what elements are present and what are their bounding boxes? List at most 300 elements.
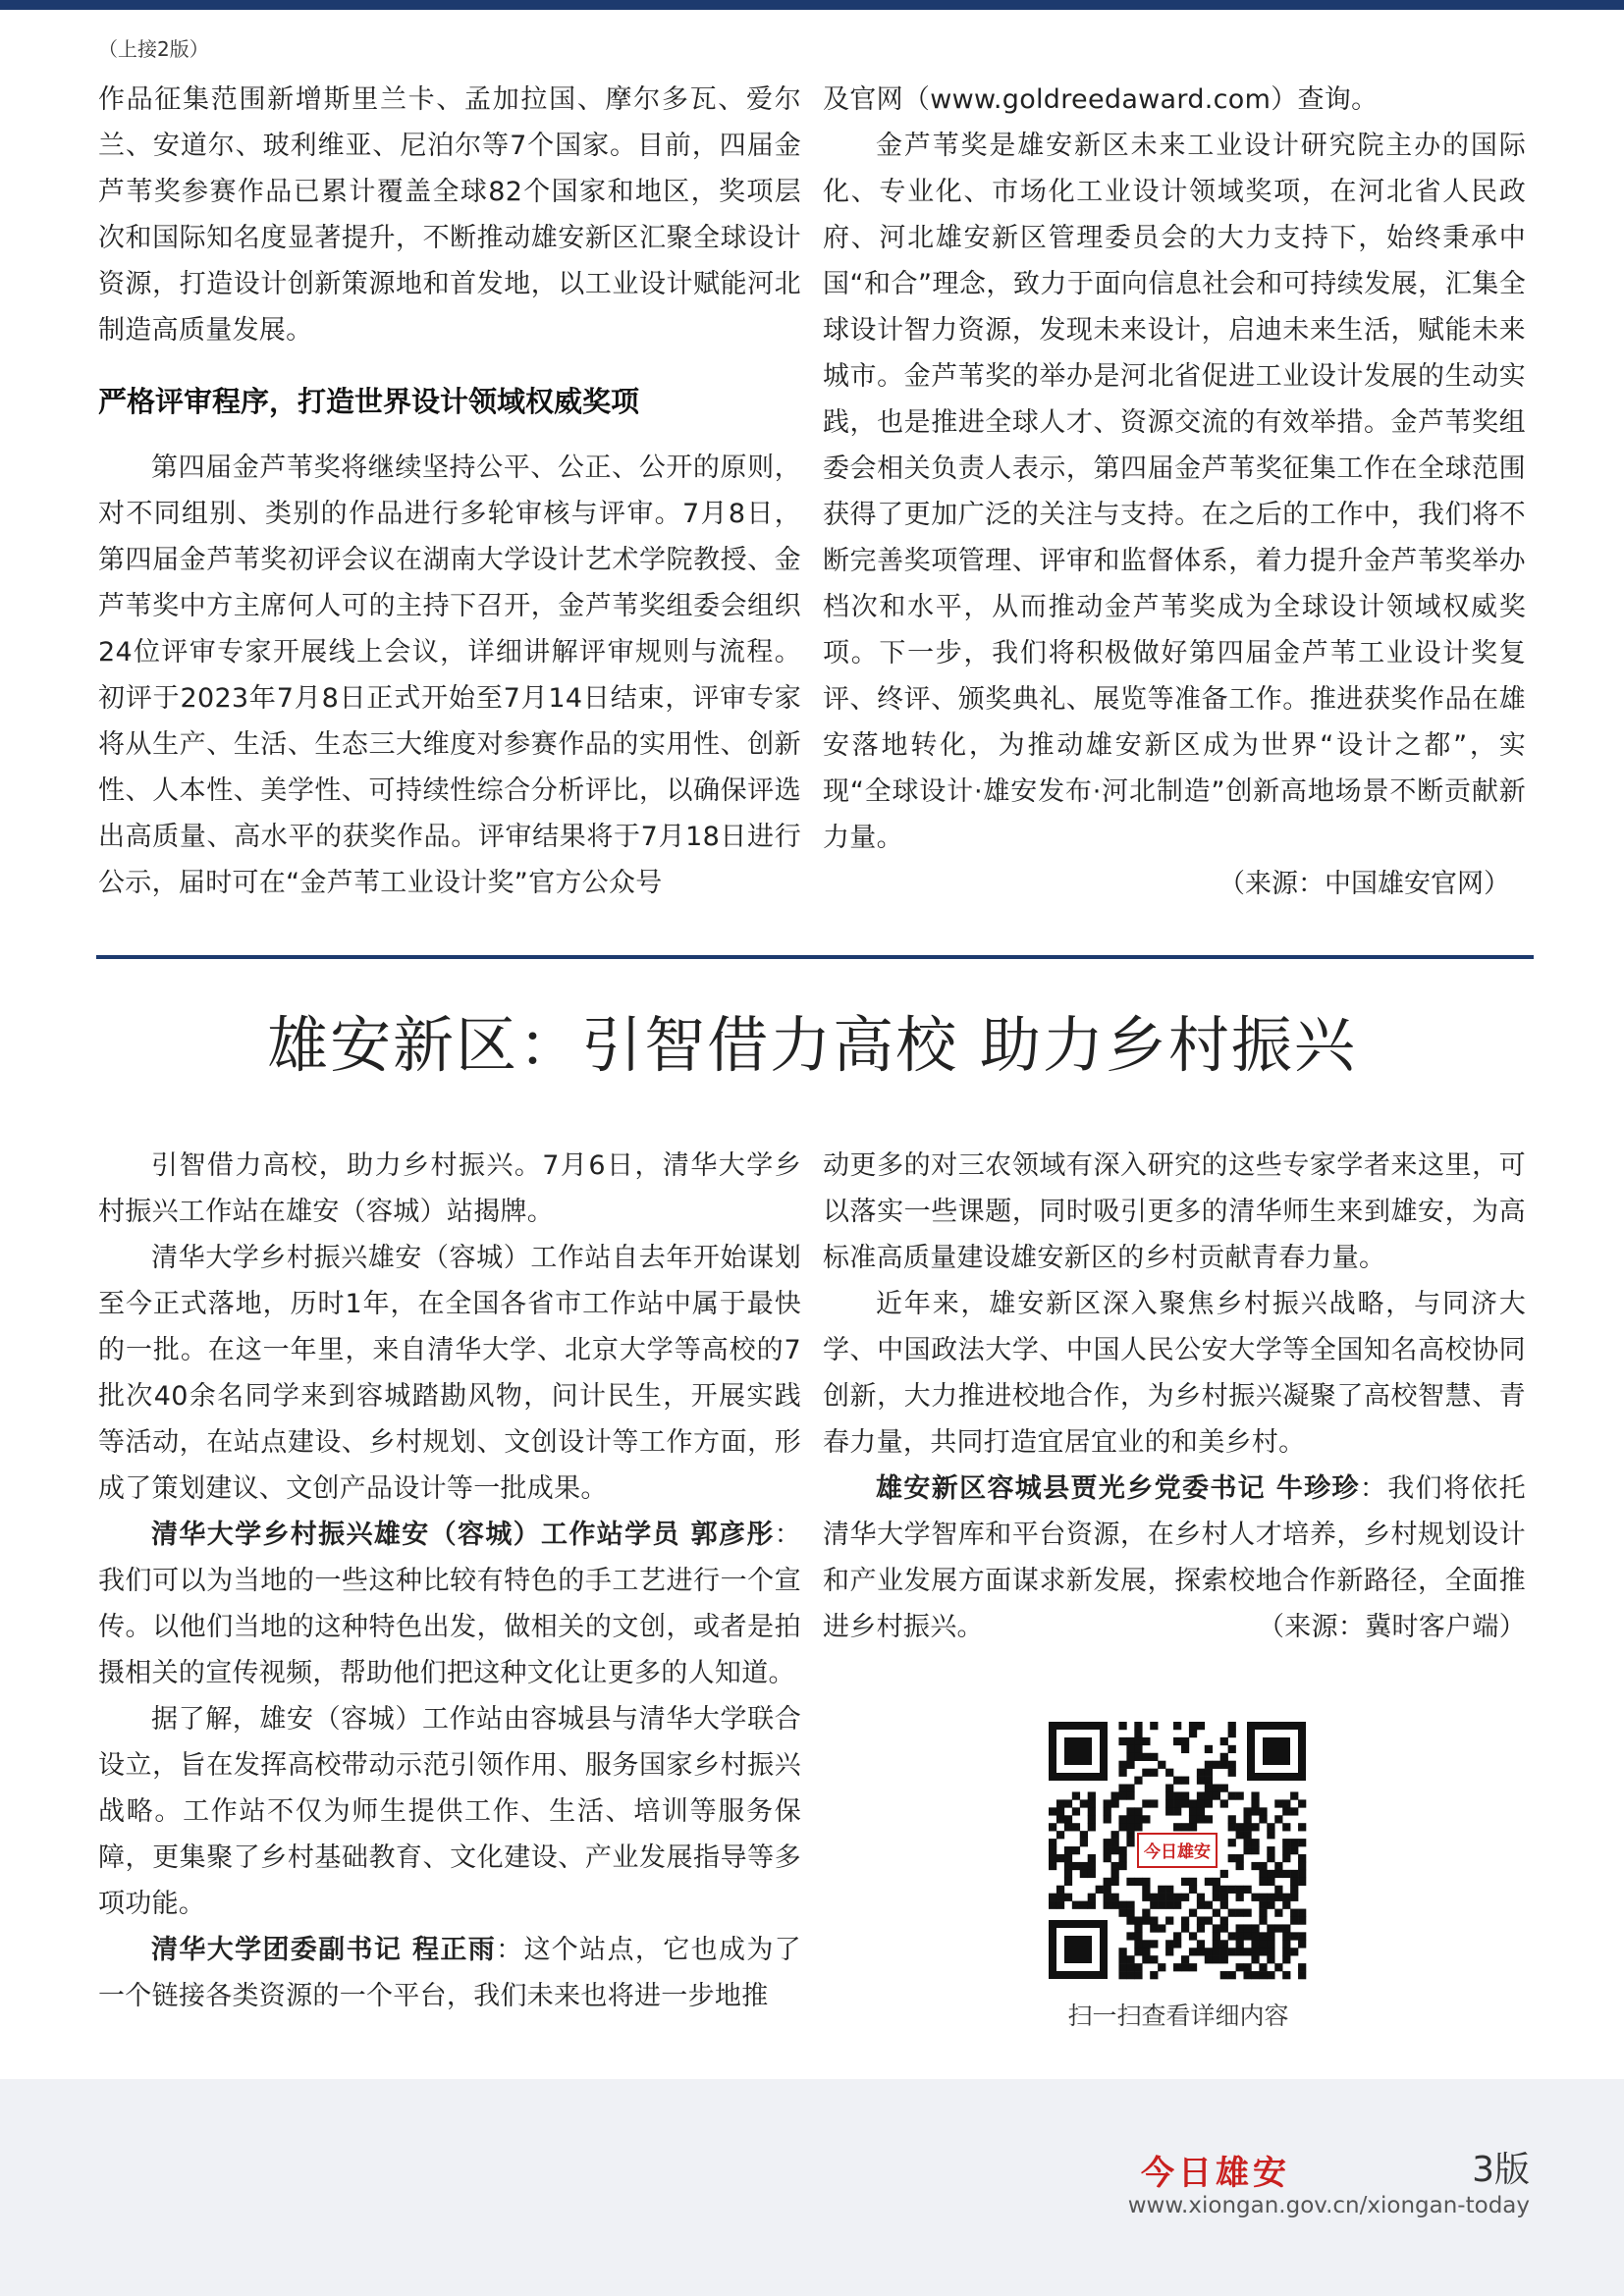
qr-module <box>1126 1807 1134 1815</box>
quote-text: ：这个站点，它也成为了一个链接各类资源的一个平台，我们未来也将进一步地推 <box>98 1935 801 2011</box>
qr-module <box>1259 1932 1267 1940</box>
article2-paragraph: 动更多的对三农领域有深入研究的这些专家学者来这里，可以落实一些课题，同时吸引更多的清华师生来到雄安，为高标准高质量建设雄安新区的乡村贡献青春力量。 <box>823 1150 1526 1273</box>
qr-module <box>1118 1815 1126 1823</box>
qr-module <box>1205 1769 1213 1777</box>
qr-module <box>1220 1737 1228 1745</box>
qr-module <box>1259 1963 1267 1971</box>
qr-module <box>1142 1940 1150 1948</box>
qr-module <box>1118 1948 1126 1955</box>
qr-module <box>1298 1932 1306 1940</box>
qr-module <box>1126 1901 1134 1909</box>
qr-module <box>1072 1901 1080 1909</box>
qr-module <box>1158 1761 1165 1769</box>
qr-module <box>1126 1963 1134 1971</box>
qr-module <box>1282 1846 1290 1854</box>
qr-module <box>1181 1894 1189 1901</box>
qr-module <box>1056 1831 1064 1839</box>
qr-code[interactable] <box>1045 1718 1310 1983</box>
qr-module <box>1126 1823 1134 1831</box>
qr-module <box>1165 1785 1173 1792</box>
qr-module <box>1290 1948 1298 1955</box>
qr-module <box>1189 1815 1197 1823</box>
qr-module <box>1213 1761 1220 1769</box>
qr-module <box>1150 1971 1158 1979</box>
qr-module <box>1104 1799 1111 1807</box>
qr-module <box>1267 1955 1274 1963</box>
qr-module <box>1290 1846 1298 1854</box>
qr-module <box>1251 1839 1259 1846</box>
qr-module <box>1228 1886 1236 1894</box>
speaker-name: 雄安新区容城县贾光乡党委书记 牛珍珍 <box>876 1473 1360 1504</box>
qr-module <box>1126 1785 1134 1792</box>
qr-module <box>1298 1862 1306 1870</box>
qr-module <box>1290 1807 1298 1815</box>
qr-module <box>1267 1932 1274 1940</box>
qr-module <box>1298 1878 1306 1886</box>
qr-module <box>1088 1807 1096 1815</box>
qr-module <box>1282 1971 1290 1979</box>
qr-module <box>1134 1807 1142 1815</box>
qr-module <box>1282 1854 1290 1862</box>
qr-module <box>1088 1894 1096 1901</box>
qr-module <box>1236 1823 1244 1831</box>
qr-module <box>1290 1878 1298 1886</box>
qr-module <box>1134 1753 1142 1761</box>
qr-module <box>1056 1807 1064 1815</box>
qr-module <box>1220 1886 1228 1894</box>
qr-module <box>1118 1791 1126 1799</box>
qr-module <box>1236 1862 1244 1870</box>
qr-module <box>1189 1932 1197 1940</box>
qr-module <box>1274 1862 1282 1870</box>
qr-module <box>1220 1955 1228 1963</box>
qr-module <box>1064 1878 1072 1886</box>
qr-module <box>1111 1831 1119 1839</box>
qr-module <box>1251 1932 1259 1940</box>
qr-module <box>1142 1737 1150 1745</box>
qr-module <box>1111 1894 1119 1901</box>
qr-module <box>1126 1737 1134 1745</box>
qr-module <box>1267 1854 1274 1862</box>
qr-module <box>1181 1737 1189 1745</box>
qr-module <box>1290 1932 1298 1940</box>
qr-module <box>1298 1940 1306 1948</box>
qr-module <box>1243 1815 1251 1823</box>
qr-module <box>1173 1737 1181 1745</box>
qr-module <box>1049 1862 1056 1870</box>
qr-module <box>1142 1886 1150 1894</box>
qr-module <box>1213 1924 1220 1932</box>
article1-paragraph: 作品征集范围新增斯里兰卡、孟加拉国、摩尔多瓦、爱尔兰、安道尔、玻利维亚、尼泊尔等7个国家。目前，四届金芦苇奖参赛作品已累计覆盖全球82个国家和地区，奖项层次和国际知名度显著提升，不断推动雄安新区汇聚全球设计资源，打造设计创新策源地和首发地，以工业设计赋能河北制造高质量发展。 <box>98 84 801 346</box>
qr-module <box>1173 1799 1181 1807</box>
qr-module <box>1259 1815 1267 1823</box>
qr-module <box>1111 1839 1119 1846</box>
qr-module <box>1142 1955 1150 1963</box>
qr-module <box>1126 1971 1134 1979</box>
qr-module <box>1142 1815 1150 1823</box>
qr-module <box>1213 1932 1220 1940</box>
qr-module <box>1104 1878 1111 1886</box>
qr-module <box>1267 1924 1274 1932</box>
qr-module <box>1165 1886 1173 1894</box>
qr-module <box>1228 1854 1236 1862</box>
qr-module <box>1298 1839 1306 1846</box>
qr-module <box>1049 1901 1056 1909</box>
qr-module <box>1173 1791 1181 1799</box>
section-heading: 严格评审程序，打造世界设计领域权威奖项 <box>98 385 640 418</box>
qr-module <box>1080 1901 1088 1909</box>
qr-module <box>1267 1878 1274 1886</box>
qr-module <box>1259 1870 1267 1878</box>
qr-module <box>1213 1886 1220 1894</box>
qr-module <box>1236 1963 1244 1971</box>
qr-module <box>1126 1955 1134 1963</box>
qr-module <box>1205 1761 1213 1769</box>
qr-module <box>1243 1948 1251 1955</box>
qr-module <box>1274 1894 1282 1901</box>
qr-module <box>1088 1815 1096 1823</box>
qr-module <box>1080 1831 1088 1839</box>
qr-module <box>1142 1909 1150 1917</box>
qr-module <box>1165 1901 1173 1909</box>
qr-module <box>1298 1854 1306 1862</box>
article2-headline: 雄安新区：引智借力高校 助力乡村振兴 <box>267 1009 1357 1081</box>
qr-module <box>1251 1948 1259 1955</box>
qr-module <box>1049 1839 1056 1846</box>
qr-module <box>1080 1799 1088 1807</box>
qr-module <box>1181 1878 1189 1886</box>
qr-module <box>1259 1909 1267 1917</box>
qr-module <box>1236 1909 1244 1917</box>
qr-module <box>1150 1924 1158 1932</box>
qr-module <box>1189 1948 1197 1955</box>
qr-module <box>1197 1777 1205 1785</box>
article1-paragraph: 第四届金芦苇奖将继续坚持公平、公正、公开的原则，对不同组别、类别的作品进行多轮审核与评审。7月8日，第四届金芦苇奖初评会议在湖南大学设计艺术学院教授、金芦苇奖中方主席何人可的主持下召开，金芦苇奖组委会组织24位评审专家开展线上会议，详细讲解评审规则与流程。初评于2023年7月8日正式开始至7月14日结束，评审专家将从生产、生活、生态三大维度对参赛作品的实用性、创新性、人本性、美学性、可持续性综合分析评比，以确保评选出高质量、高水平的获奖作品。评审结果将于7月18日进行公示，届时可在“金芦苇工业设计奖”官方公众号 <box>98 453 801 898</box>
qr-module <box>1197 1948 1205 1955</box>
article1-paragraph: 及官网（www.goldreedaward.com）查询。 <box>823 84 1379 115</box>
qr-module <box>1111 1846 1119 1854</box>
qr-module <box>1243 1823 1251 1831</box>
qr-module <box>1126 1916 1134 1924</box>
qr-module <box>1213 1894 1220 1901</box>
qr-module <box>1118 1722 1126 1730</box>
qr-module <box>1134 1878 1142 1886</box>
qr-module <box>1267 1870 1274 1878</box>
qr-module <box>1220 1870 1228 1878</box>
qr-module <box>1228 1839 1236 1846</box>
speaker-name: 清华大学乡村振兴雄安（容城）工作站学员 郭彦彤 <box>151 1520 775 1550</box>
qr-module <box>1205 1785 1213 1792</box>
qr-module <box>1298 1799 1306 1807</box>
page-footer <box>0 2079 1624 2296</box>
qr-module <box>1126 1761 1134 1769</box>
qr-module <box>1126 1932 1134 1940</box>
qr-module <box>1205 1948 1213 1955</box>
qr-module <box>1150 1916 1158 1924</box>
article2-paragraph: 近年来，雄安新区深入聚焦乡村振兴战略，与同济大学、中国政法大学、中国人民公安大学等全国知名高校协同创新，大力推进校地合作，为乡村振兴凝聚了高校智慧、青春力量，共同打造宜居宜业的和美乡村。 <box>823 1289 1526 1458</box>
qr-module <box>1181 1823 1189 1831</box>
qr-module <box>1189 1823 1197 1831</box>
qr-module <box>1282 1894 1290 1901</box>
qr-module <box>1298 1870 1306 1878</box>
article2-right-column <box>823 1143 1526 1650</box>
qr-module <box>1274 1870 1282 1878</box>
qr-module <box>1118 1737 1126 1745</box>
qr-module <box>1205 1878 1213 1886</box>
qr-module <box>1189 1886 1197 1894</box>
qr-module <box>1228 1730 1236 1737</box>
qr-module <box>1267 1901 1274 1909</box>
qr-module <box>1165 1799 1173 1807</box>
qr-module <box>1158 1886 1165 1894</box>
qr-module <box>1220 1916 1228 1924</box>
qr-module <box>1236 1924 1244 1932</box>
qr-module <box>1104 1894 1111 1901</box>
qr-module <box>1251 1955 1259 1963</box>
qr-module <box>1290 1916 1298 1924</box>
qr-module <box>1126 1831 1134 1839</box>
qr-module <box>1197 1807 1205 1815</box>
qr-module <box>1056 1854 1064 1862</box>
qr-module <box>1049 1823 1056 1831</box>
qr-module <box>1243 1924 1251 1932</box>
qr-module <box>1220 1761 1228 1769</box>
qr-module <box>1205 1777 1213 1785</box>
article1-paragraph: 金芦苇奖是雄安新区未来工业设计研究院主办的国际化、专业化、市场化工业设计领域奖项，在河北省人民政府、河北雄安新区管理委员会的大力支持下，始终秉承中国“和合”理念，致力于面向信息社会和可持续发展，汇集全球设计智力资源，发现未来设计，启迪未来生活，赋能未来城市。金芦苇奖的举办是河北省促进工业设计发展的生动实践，也是推进全球人才、资源交流的有效举措。金芦苇奖组委会相关负责人表示，第四届金芦苇奖征集工作在全球范围获得了更加广泛的关注与支持。在之后的工作中，我们将不断完善奖项管理、评审和监督体系，着力提升金芦苇奖举办档次和水平，从而推动金芦苇奖成为全球设计领域权威奖项。下一步，我们将积极做好第四届金芦苇工业设计奖复评、终评、颁奖典礼、展览等准备工作。推进获奖作品在雄安落地转化，为推动雄安新区成为世界“设计之都”，实现“全球设计·雄安发布·河北制造”创新高地场景不断贡献新力量。 <box>823 131 1526 853</box>
qr-module <box>1173 1807 1181 1815</box>
qr-module <box>1173 1722 1181 1730</box>
qr-module <box>1072 1862 1080 1870</box>
qr-module <box>1236 1791 1244 1799</box>
qr-module <box>1267 1831 1274 1839</box>
qr-module <box>1104 1839 1111 1846</box>
continued-note: （上接2版） <box>98 37 209 61</box>
qr-module <box>1158 1894 1165 1901</box>
qr-module <box>1251 1799 1259 1807</box>
qr-module <box>1274 1909 1282 1917</box>
publication-logo: 今日雄安 <box>1141 2154 1290 2193</box>
qr-module <box>1181 1955 1189 1963</box>
qr-module <box>1118 1854 1126 1862</box>
qr-module <box>1118 1761 1126 1769</box>
qr-module <box>1181 1924 1189 1932</box>
qr-module <box>1228 1815 1236 1823</box>
qr-module <box>1282 1839 1290 1846</box>
qr-module <box>1173 1940 1181 1948</box>
article2-quote-paragraph <box>98 1512 801 1696</box>
qr-module <box>1282 1948 1290 1955</box>
qr-module <box>1197 1924 1205 1932</box>
qr-module <box>1134 1932 1142 1940</box>
qr-module <box>1088 1799 1096 1807</box>
qr-module <box>1267 1846 1274 1854</box>
qr-module <box>1259 1878 1267 1886</box>
qr-module <box>1213 1878 1220 1886</box>
qr-module <box>1290 1870 1298 1878</box>
qr-module <box>1173 1901 1181 1909</box>
article2-quote-paragraph <box>823 1466 1526 1650</box>
qr-module <box>1049 1894 1056 1901</box>
qr-module <box>1267 1940 1274 1948</box>
qr-module <box>1064 1799 1072 1807</box>
qr-module <box>1165 1948 1173 1955</box>
qr-module <box>1111 1878 1119 1886</box>
qr-module <box>1056 1886 1064 1894</box>
qr-module <box>1236 1854 1244 1862</box>
qr-module <box>1104 1846 1111 1854</box>
article2-paragraph: 引智借力高校，助力乡村振兴。7月6日，清华大学乡村振兴工作站在雄安（容城）站揭牌。 <box>98 1150 801 1227</box>
qr-module <box>1290 1909 1298 1917</box>
qr-module <box>1181 1799 1189 1807</box>
qr-module <box>1236 1894 1244 1901</box>
article2-left-column <box>98 1143 801 2019</box>
qr-module <box>1111 1862 1119 1870</box>
article2-quote-paragraph <box>98 1927 801 2019</box>
qr-module <box>1173 1823 1181 1831</box>
qr-module <box>1118 1955 1126 1963</box>
qr-module <box>1259 1807 1267 1815</box>
qr-module <box>1088 1791 1096 1799</box>
qr-module <box>1165 1807 1173 1815</box>
page-number: 3版 <box>1472 2150 1530 2190</box>
qr-module <box>1298 1963 1306 1971</box>
qr-module <box>1220 1894 1228 1901</box>
qr-module <box>1142 1878 1150 1886</box>
qr-module <box>1228 1971 1236 1979</box>
qr-module <box>1189 1963 1197 1971</box>
qr-module <box>1072 1846 1080 1854</box>
qr-module <box>1220 1940 1228 1948</box>
qr-module <box>1228 1823 1236 1831</box>
qr-module <box>1274 1886 1282 1894</box>
qr-module <box>1111 1799 1119 1807</box>
article1-source: （来源：中国雄安官网） <box>1218 869 1510 899</box>
qr-module <box>1213 1909 1220 1917</box>
qr-module <box>1220 1785 1228 1792</box>
qr-module <box>1282 1955 1290 1963</box>
article1-right-column <box>823 77 1526 907</box>
qr-module <box>1181 1963 1189 1971</box>
qr-module <box>1134 1815 1142 1823</box>
qr-module <box>1096 1886 1104 1894</box>
qr-module <box>1056 1894 1064 1901</box>
qr-module <box>1213 1955 1220 1963</box>
qr-module <box>1243 1886 1251 1894</box>
qr-module <box>1142 1894 1150 1901</box>
qr-module <box>1134 1971 1142 1979</box>
qr-module <box>1118 1785 1126 1792</box>
qr-module <box>1251 1862 1259 1870</box>
qr-module <box>1290 1839 1298 1846</box>
qr-module <box>1118 1963 1126 1971</box>
footer-url[interactable]: www.xiongan.gov.cn/xiongan-today <box>1127 2193 1530 2218</box>
qr-module <box>1243 1846 1251 1854</box>
qr-module <box>1126 1909 1134 1917</box>
qr-module <box>1049 1846 1056 1854</box>
qr-module <box>1150 1901 1158 1909</box>
article2-source: （来源：冀时客户端） <box>1258 1612 1526 1642</box>
qr-module <box>1150 1955 1158 1963</box>
qr-module <box>1213 1940 1220 1948</box>
article1-left-column <box>98 77 801 906</box>
qr-module <box>1072 1807 1080 1815</box>
qr-module <box>1290 1886 1298 1894</box>
qr-module <box>1080 1839 1088 1846</box>
article-divider <box>96 955 1534 959</box>
qr-module <box>1064 1894 1072 1901</box>
qr-module <box>1104 1886 1111 1894</box>
qr-caption: 扫一扫查看详细内容 <box>1067 2002 1289 2030</box>
qr-module <box>1189 1722 1197 1730</box>
qr-module <box>1134 1722 1142 1730</box>
qr-module <box>1267 1894 1274 1901</box>
qr-module <box>1142 1753 1150 1761</box>
qr-module <box>1049 1854 1056 1862</box>
qr-module <box>1282 1932 1290 1940</box>
qr-module <box>1134 1777 1142 1785</box>
qr-module <box>1197 1901 1205 1909</box>
qr-module <box>1236 1831 1244 1839</box>
qr-module <box>1213 1791 1220 1799</box>
qr-module <box>1111 1791 1119 1799</box>
qr-module <box>1197 1722 1205 1730</box>
qr-module <box>1118 1971 1126 1979</box>
qr-module <box>1088 1862 1096 1870</box>
speaker-name: 清华大学团委副书记 程正雨 <box>151 1935 497 1965</box>
qr-module <box>1228 1948 1236 1955</box>
qr-module <box>1158 1924 1165 1932</box>
article2-paragraph: 据了解，雄安（容城）工作站由容城县与清华大学联合设立，旨在发挥高校带动示范引领作用、服务国家乡村振兴战略。工作站不仅为师生提供工作、生活、培训等服务保障，更集聚了乡村基础教育、文化建设、产业发展指导等多项功能。 <box>98 1704 801 1919</box>
qr-module <box>1126 1815 1134 1823</box>
qr-module <box>1243 1909 1251 1917</box>
qr-module <box>1142 1948 1150 1955</box>
qr-module <box>1282 1924 1290 1932</box>
qr-module <box>1118 1862 1126 1870</box>
qr-module <box>1205 1791 1213 1799</box>
qr-module <box>1228 1932 1236 1940</box>
qr-module <box>1080 1862 1088 1870</box>
qr-module <box>1056 1799 1064 1807</box>
qr-module <box>1197 1916 1205 1924</box>
qr-module <box>1298 1916 1306 1924</box>
qr-module <box>1205 1901 1213 1909</box>
qr-module <box>1290 1894 1298 1901</box>
qr-module <box>1213 1948 1220 1955</box>
qr-module <box>1165 1916 1173 1924</box>
qr-module <box>1274 1815 1282 1823</box>
qr-module <box>1134 1963 1142 1971</box>
qr-module <box>1220 1799 1228 1807</box>
qr-module <box>1290 1791 1298 1799</box>
qr-module <box>1104 1901 1111 1909</box>
qr-module <box>1126 1839 1134 1846</box>
qr-module <box>1104 1815 1111 1823</box>
qr-module <box>1134 1948 1142 1955</box>
qr-module <box>1088 1901 1096 1909</box>
qr-module <box>1251 1823 1259 1831</box>
qr-module <box>1088 1854 1096 1862</box>
article2-paragraph: 清华大学乡村振兴雄安（容城）工作站自去年开始谋划至今正式落地，历时1年，在全国各省市工作站中属于最快的一批。在这一年里，来自清华大学、北京大学等高校的7批次40余名同学来到容城踏勘风物，问计民生，开展实践等活动，在站点建设、乡村规划、文创设计等工作方面，形成了策划建议、文创产品设计等一批成果。 <box>98 1243 801 1504</box>
qr-module <box>1165 1894 1173 1901</box>
qr-module <box>1181 1745 1189 1753</box>
qr-module <box>1267 1948 1274 1955</box>
qr-module <box>1189 1799 1197 1807</box>
qr-module <box>1165 1791 1173 1799</box>
qr-module <box>1228 1722 1236 1730</box>
qr-module <box>1173 1777 1181 1785</box>
qr-module <box>1228 1745 1236 1753</box>
qr-module <box>1142 1769 1150 1777</box>
